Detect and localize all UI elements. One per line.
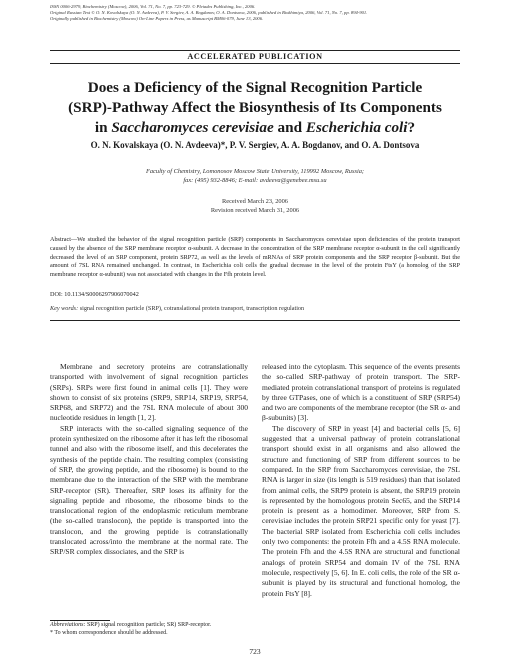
dates xyxy=(0,197,510,215)
title-suffix: ? xyxy=(407,119,416,136)
body-column-right xyxy=(262,362,460,599)
correspondence-footnote: * To whom correspondence should be addressed. xyxy=(50,629,168,636)
affiliation-line-2: fax: (495) 932-8846; E-mail: avdeeva@genebee.msu.su xyxy=(183,176,327,184)
received-date: Received March 23, 2006 xyxy=(221,198,289,205)
top-rule xyxy=(50,50,460,51)
abbreviations-text: SRP) signal recognition particle; SR) SRP-receptor. xyxy=(85,622,212,628)
abstract xyxy=(50,236,460,280)
abstract-bottom-rule xyxy=(50,320,460,321)
body-paragraph: The discovery of SRP in yeast [4] and bacterial cells [5, 6] suggested that a universal pathway of protein cotranslational transport should exist in all organisms and also allowed the structure and functioning of SRP from different sources to be compared. In the SRP from Saccharomyces cerevisiae, the 7SL RNA is larger in size (its length is 519 residues) than that isolated from animal cells, the SRP9 protein is absent, the SRP19 protein is represented by the homologous protein Sec65, and the SRP14 protein is present as a homodimer. Moreover, SRP from S. cerevisiae includes the protein SRP21 specific only for yeast [7]. The bacterial SRP isolated from Escherichia coli cells includes only two components: the protein Ffh and a 4.5S RNA molecule. The protein Ffh and the 4.5S RNA are structural and functional analogs of protein SRP54 and domain IV of the 7SL RNA molecule, respectively [5, 6]. In E. coli cells, the role of the SR α-subunit is played by its structural and functional homolog, the protein FtsY [8]. xyxy=(262,423,460,598)
journal-meta-header xyxy=(50,4,470,23)
title-species-ecoli: Escherichia coli xyxy=(305,119,408,136)
title-prefix: in xyxy=(94,119,112,136)
revised-date: Revision received March 31, 2006 xyxy=(210,207,300,214)
meta-line-issn: ISSN 0006-2979, Biochemistry (Moscow), 2006, Vol. 71, No. 7, pp. 723-729. © Pleiades Publishing, Inc., 2006. xyxy=(50,4,256,9)
keywords-text: signal recognition particle (SRP), cotranslational protein transport, transcription regulation xyxy=(78,305,305,312)
abstract-label: Abstract xyxy=(50,236,71,243)
title-line-2: (SRP)-Pathway Affect the Biosynthesis of Its Components xyxy=(68,99,442,116)
meta-line-original: Original Russian Text © O. N. Kovalskaya (O. N. Avdeeva), P. V. Sergiev, A. A. Bogdanov, O. A. Dontsova, 2006, published in Biokhimiya, 2006, Vol. 71, No. 7, pp. 894-901. xyxy=(50,10,368,16)
meta-line-online: Originally published in Biochemistry (Moscow) On-Line Papers in Press, as Manuscript BM06-079, June 13, 2006. xyxy=(50,16,264,22)
body-column-left xyxy=(50,362,248,558)
body-paragraph: Membrane and secretory proteins are cotranslationally transported with involvement of signal recognition particles (SRPs). SRPs were first found in animal cells [1]. They were shown to consist of six proteins (SRP9, SRP14, SRP19, SRP54, SRP68, and SRP72) and the 7SL RNA molecule of about 300 nucleotide residues in length [1, 2]. xyxy=(50,362,248,423)
footnote-rule xyxy=(50,620,110,621)
abstract-text: —We studied the behavior of the signal recognition particle (SRP) components in Saccharomyces cerevisiae upon deficiencies of the protein transport caused by the absence of the SRP membrane receptor α-subunit. A decrease in the concentration of the SRP membrane receptor α-subunit in the cell significantly decreased the level of an SRP component, protein SRP72, as well as the levels of mRNAs of SRP protein components and the SRP receptor β-subunit. But the amount of 7SL RNA remained unchanged. In contrast, in Escherichia coli cells the gradual decrease in the level of the protein FtsY (a homolog of the SRP membrane receptor α-subunit) was not associated with changes in the Ffh protein level. xyxy=(50,236,460,279)
title-species-yeast: Saccharomyces cerevisiae xyxy=(111,119,274,136)
keywords-label: Key words: xyxy=(50,305,79,312)
article-title xyxy=(40,78,470,138)
keywords xyxy=(50,305,304,312)
page-number: 723 xyxy=(249,647,261,656)
author-list: O. N. Kovalskaya (O. N. Avdeeva)*, P. V. Sergiev, A. A. Bogdanov, and O. A. Dontsova xyxy=(90,140,420,150)
title-line-1: Does a Deficiency of the Signal Recognition Particle xyxy=(87,79,423,96)
abbreviations-label: Abbreviations: xyxy=(50,622,86,628)
section-label: ACCELERATED PUBLICATION xyxy=(187,52,323,61)
doi[interactable]: DOI: 10.1134/S0006297906070042 xyxy=(50,291,139,298)
affiliation xyxy=(60,168,450,185)
title-line-3 xyxy=(40,118,470,138)
footnotes xyxy=(50,622,248,637)
abbreviations-footnote xyxy=(50,622,248,630)
body-paragraph: SRP interacts with the so-called signaling sequence of the protein synthesized on the ribosome after it has left the ribosomal tunnel and also with the ribosome itself, and this decelerates the synthesis of the peptide chain. The resulting complex (consisting of SRP, the growing peptide, and the ribosome) is bound to the membrane due to the interaction of the SRP with the membrane SRP-receptor (SR). Thereafter, SRP loses its affinity for the signaling peptide and ribosome, the ribosome binds to the translocational region of the endoplasmic reticulum membrane (the so-called translocon), the peptide is transported into the translocon, and the growing peptide is cotranslationally translocated across/into the membrane at the normal rate. The SRP/SR complex dissociates, and the SRP is xyxy=(50,423,248,557)
affiliation-line-1: Faculty of Chemistry, Lomonosov Moscow State University, 119992 Moscow, Russia; xyxy=(145,168,365,175)
title-conjunction: and xyxy=(273,119,306,136)
body-paragraph: released into the cytoplasm. This sequence of the events presents the so-called SRP-pathway of protein transport. The SRP-mediated protein cotranslational transport of proteins is regulated by three GTPases, one of which is a constituent of SRP (SRP54) and two are components of the membrane receptor (the SR α- and β-subunits) [3]. xyxy=(262,362,460,423)
section-rule xyxy=(50,63,460,64)
